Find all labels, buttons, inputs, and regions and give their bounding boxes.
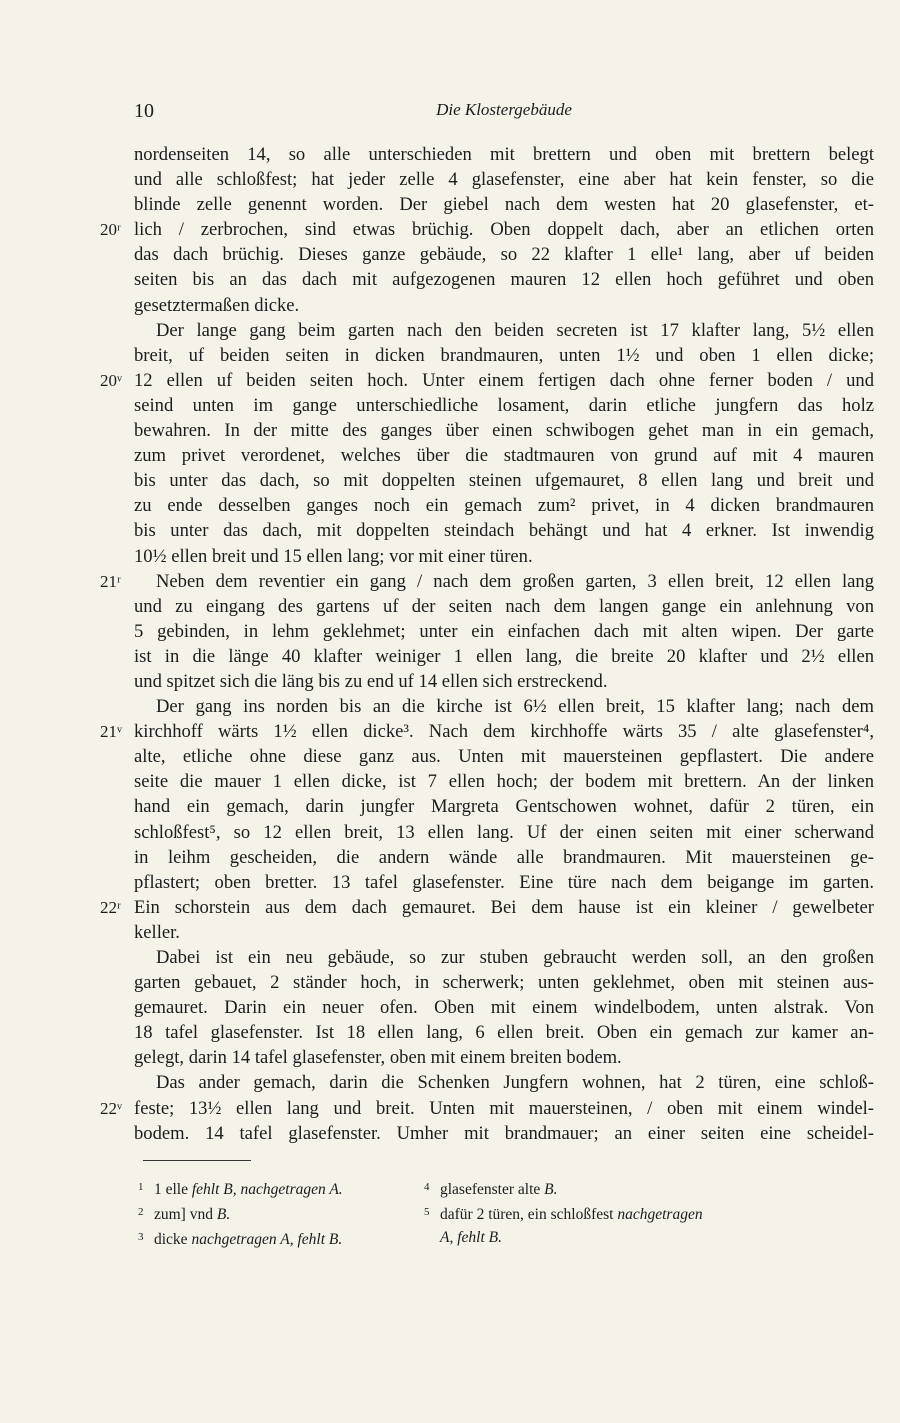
footnote-text: 1 elle (154, 1181, 192, 1198)
footnote (138, 1176, 408, 1201)
text-line-content: und spitzet sich die läng bis zu end uf 14 ellen sich erstreckend. (134, 670, 608, 692)
footnote-mark: 3 (138, 1231, 144, 1243)
text-line (0, 569, 900, 594)
footnote (138, 1201, 408, 1226)
footnote-mark: 4 (424, 1181, 430, 1193)
text-line (0, 794, 900, 819)
text-line (0, 242, 900, 267)
text-line (0, 694, 900, 719)
folio-margin-note: 22ᵛ (100, 1098, 122, 1118)
footnote (424, 1226, 784, 1249)
text-line (0, 945, 900, 970)
text-line-content: nordenseiten 14, so alle unterschieden mit brettern und oben mit brettern belegt (134, 144, 874, 165)
text-line (0, 895, 900, 920)
text-line-content: in leihm gescheiden, die andern wände alle brandmauren. Mit mauersteinen ge- (134, 846, 874, 868)
text-line-content: feste; 13½ ellen lang und breit. Unten mit mauersteinen, / oben mit einem windel- (134, 1097, 874, 1119)
running-title: Die Klostergebäude (436, 100, 572, 119)
text-line-content: Dabei ist ein neu gebäude, so zur stuben gebraucht werden soll, an den großen (156, 947, 874, 968)
text-line-content: hand ein gemach, darin jungfer Margreta Gentschowen wohnet, dafür 2 türen, ein (134, 796, 874, 818)
text-line (0, 443, 900, 468)
text-line (0, 820, 900, 845)
text-line (0, 1096, 900, 1121)
text-line-content: Der lange gang beim garten nach den beiden secreten ist 17 klafter lang, 5½ ellen (156, 319, 874, 341)
text-line-content: das dach brüchig. Dieses ganze gebäude, so 22 klafter 1 elle¹ lang, aber uf beiden (134, 244, 874, 266)
text-line-content: kirchhoff wärts 1½ ellen dicke³. Nach dem kirchhoffe wärts 35 / alte glasefenster⁴, (134, 721, 874, 743)
text-line-content: garten gebauet, 2 ständer hoch, in scherwerk; unten geklehmet, oben mit steinen aus- (134, 972, 874, 994)
text-line (0, 217, 900, 242)
text-line (0, 544, 900, 569)
text-line (0, 744, 900, 769)
footnote-italic-text: B. (544, 1181, 558, 1198)
text-line-content: blinde zelle genennt worden. Der giebel nach dem westen hat 20 glasefenster, et- (134, 194, 874, 216)
text-line (0, 142, 900, 167)
folio-margin-note: 22ʳ (100, 897, 121, 917)
text-line (0, 870, 900, 895)
text-line (0, 594, 900, 619)
footnote-mark: 1 (138, 1181, 144, 1193)
text-line-content: lich / zerbrochen, sind etwas brüchig. Oben doppelt dach, aber an etlichen orten (134, 219, 874, 241)
footnote (138, 1226, 408, 1251)
text-line (0, 293, 900, 318)
text-line (0, 920, 900, 945)
footnote-text: glasefenster alte (440, 1181, 545, 1198)
text-line-content: bis unter das dach, mit doppelten steindach behängt und hat 4 erkner. Ist inwendig (134, 520, 874, 542)
text-line (0, 719, 900, 744)
text-line (0, 393, 900, 418)
text-line-content: bis unter das dach, so mit doppelten steinen ufgemauret, 8 ellen lang und breit und (134, 470, 874, 492)
text-line (0, 343, 900, 368)
footnote-italic-text: B. (216, 1206, 231, 1223)
text-line-content: Der gang ins norden bis an die kirche ist 6½ ellen breit, 15 klafter lang; nach dem (156, 696, 874, 718)
folio-margin-note: 20ᵛ (100, 370, 122, 390)
text-line (0, 267, 900, 292)
text-line-content: zu ende desselben ganges noch ein gemach zum² privet, in 4 dicken brandmauren (134, 495, 874, 517)
text-line-content: Das ander gemach, darin die Schenken Jungfern wohnen, hat 2 türen, eine schloß- (156, 1072, 874, 1094)
text-line (0, 669, 900, 694)
text-line-content: bodem. 14 tafel glasefenster. Umher mit brandmauer; an einer seiten eine scheidel- (134, 1122, 874, 1144)
text-line (0, 493, 900, 518)
text-line (0, 468, 900, 493)
text-line (0, 644, 900, 669)
text-line-content: zum privet verordenet, welches über die stadtmauren von grund auf mit 4 mauren (134, 445, 874, 467)
footnote-italic-text: nachgetragen A, fehlt B. (191, 1231, 343, 1248)
footnotes-left-column (138, 1176, 408, 1251)
text-line (0, 518, 900, 543)
text-line-content: keller. (134, 921, 180, 943)
text-line-content: seite die mauer 1 ellen dicke, ist 7 ellen hoch; der bodem mit brettern. An der linken (134, 771, 874, 793)
footnote-text: dicke (154, 1231, 192, 1248)
footnote-italic-text: nachgetragen (617, 1206, 703, 1223)
text-line (0, 619, 900, 644)
text-line (0, 769, 900, 794)
folio-margin-note: 21ʳ (100, 571, 121, 591)
text-line-content: Neben dem reventier ein gang / nach dem großen garten, 3 ellen breit, 12 ellen lang (156, 570, 874, 592)
main-text (0, 142, 900, 1146)
footnote-mark: 5 (424, 1206, 430, 1218)
text-line-content: Ein schorstein aus dem dach gemauret. Bei dem hause ist ein kleiner / gewelbeter (134, 896, 874, 918)
text-line (0, 192, 900, 217)
text-line-content: und alle schloßfest; hat jeder zelle 4 glasefenster, eine aber hat kein fenster, so die (134, 169, 874, 191)
text-line-content: und zu eingang des gartens uf der seiten nach dem langen gange ein anlehnung von (134, 595, 874, 617)
text-line (0, 1045, 900, 1070)
page-number: 10 (134, 100, 154, 122)
text-line (0, 970, 900, 995)
text-line (0, 318, 900, 343)
text-line (0, 167, 900, 192)
text-line (0, 995, 900, 1020)
text-line-content: 5 gebinden, in lehm geklehmet; unter ein einfachen dach mit alten wipen. Der garte (134, 620, 874, 642)
text-line (0, 845, 900, 870)
text-line-content: seind unten im gange unterschiedliche losament, darin etliche jungfern das holz (134, 394, 874, 416)
text-line-content: gesetztermaßen dicke. (134, 294, 300, 316)
text-line-content: ist in die länge 40 klafter weiniger 1 ellen lang, die breite 20 klafter und 2½ ellen (134, 645, 874, 667)
text-line (0, 1020, 900, 1045)
folio-margin-note: 20ʳ (100, 220, 121, 240)
page-header (134, 100, 874, 126)
footnote (424, 1201, 784, 1226)
text-line-content: gelegt, darin 14 tafel glasefenster, oben mit einem breiten bodem. (134, 1047, 622, 1069)
text-line-content: breit, uf beiden seiten in dicken brandmauren, unten 1½ und oben 1 ellen dicke; (134, 344, 874, 366)
text-line-content: 12 ellen uf beiden seiten hoch. Unter einem fertigen dach ohne ferner boden / und (134, 369, 874, 391)
folio-margin-note: 21ᵛ (100, 722, 122, 742)
footnote-italic-text: A, fehlt B. (440, 1229, 502, 1246)
footnote-text: zum] vnd (154, 1206, 217, 1223)
footnotes-right-column (424, 1176, 784, 1249)
footnote-italic-text: fehlt B, nachgetragen A. (191, 1181, 343, 1198)
text-line (0, 368, 900, 393)
text-line-content: alte, etliche ohne diese ganz aus. Unten mit mauersteinen gepflastert. Die andere (134, 746, 874, 768)
text-line-content: 10½ ellen breit und 15 ellen lang; vor mit einer türen. (134, 545, 533, 567)
footnote (424, 1176, 784, 1201)
footnote-mark: 2 (138, 1206, 144, 1218)
text-line-content: seiten bis an das dach mit aufgezogenen mauren 12 ellen hoch geführet und oben (134, 269, 874, 291)
footnote-text: dafür 2 türen, ein schloßfest (440, 1206, 618, 1223)
text-line-content: 18 tafel glasefenster. Ist 18 ellen lang, 6 ellen breit. Oben ein gemach zur kamer an- (134, 1022, 874, 1044)
text-line-content: pflastert; oben bretter. 13 tafel glasefenster. Eine türe nach dem beigange im garten. (134, 871, 874, 893)
text-line-content: schloßfest⁵, so 12 ellen breit, 13 ellen lang. Uf der einen seiten mit einer scherwand (134, 821, 874, 843)
text-line (0, 1121, 900, 1146)
text-line-content: bewahren. In der mitte des ganges über einen schwibogen gehet man in ein gemach, (134, 420, 874, 442)
text-line-content: gemauret. Darin ein neuer ofen. Oben mit einem windelbodem, unten alstrak. Von (134, 997, 874, 1019)
text-line (0, 418, 900, 443)
footnote-rule (143, 1160, 251, 1161)
text-line (0, 1070, 900, 1095)
